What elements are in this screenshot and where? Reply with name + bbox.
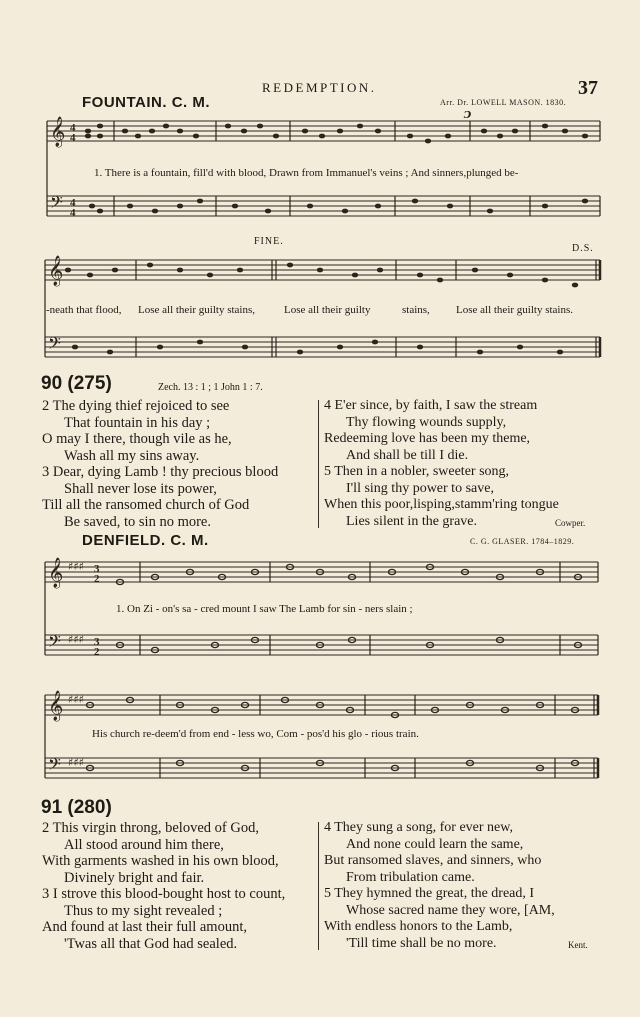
lyric-fountain-line2-c: Lose all their guilty [284,304,371,316]
verse-line: Redeeming love has been my theme, [324,431,531,446]
verse-line: Lies silent in the grave. [346,513,478,529]
hymn-number-91: 91 (280) [41,797,112,818]
verse-line: O may I there, though vile as he, [42,431,232,447]
svg-text:4: 4 [70,122,76,134]
fine-marking: FINE. [254,236,284,247]
hymn90-author: Cowper. [555,518,586,528]
column-divider [318,822,319,950]
svg-text:4: 4 [70,207,76,219]
svg-text:♯♯♯: ♯♯♯ [68,560,84,573]
svg-text:♯♯♯: ♯♯♯ [68,693,84,706]
tune-title-fountain: FOUNTAIN. C. M. [82,94,211,111]
page-number: 37 [578,77,598,99]
svg-text:3: 3 [94,563,100,575]
svg-text:𝄢: 𝄢 [50,192,63,216]
verse-line: Till all the ransomed church of God [42,497,250,513]
verse-line: But ransomed slaves, and sinners, who [324,853,542,868]
hymn91-verses-right [324,820,555,952]
svg-text:𝄞: 𝄞 [48,558,64,588]
verse-line: Whose sacred name they wore, [AM, [346,902,555,918]
svg-text:𝄞: 𝄞 [48,256,64,286]
verse-line: Be saved, to sin no more. [64,513,211,530]
svg-text:𝄢: 𝄢 [48,631,61,655]
verse-line: 3 I strove this blood-bought host to count, [42,886,286,902]
verse-line: Shall never lose its power, [64,480,217,497]
lyric-fountain-line2-d: stains, [402,304,430,316]
verse-line: With endless honors to the Lamb, [324,919,513,934]
verse-line: And shall be till I die. [346,447,469,463]
lyric-fountain-line2-a: -neath that flood, [46,304,122,316]
column-divider [318,400,319,528]
svg-text:𝄢: 𝄢 [48,754,61,778]
hymn91-author: Kent. [568,940,588,950]
lyric-fountain-line2-e: Lose all their guilty stains. [456,304,574,316]
svg-text:2: 2 [94,646,100,658]
verse-line: And none could learn the same, [346,836,524,852]
verse-line: 'Till time shall be no more. [346,935,497,951]
lyric-fountain-line1: 1. There is a fountain, fill'd with blood, Drawn from Immanuel's veins ; And sinners,plunged be- [94,167,519,179]
tune-composer-denfield: C. G. GLASER. 1784–1829. [470,537,575,546]
verse-line: From tribulation came. [346,869,475,885]
hymn90-verses-left [42,398,278,530]
verse-line: 4 E'er since, by faith, I saw the stream [324,398,538,413]
verse-line: 5 Then in a nobler, sweeter song, [324,464,510,479]
hymn91-verses-left [42,820,285,952]
svg-text:𝄞: 𝄞 [48,691,64,721]
music-system-fountain-1 [0,0,640,400]
svg-text:𝄢: 𝄢 [48,333,61,357]
lyric-fountain-line2-b: Lose all their guilty stains, [138,304,256,316]
verse-line: All stood around him there, [64,836,224,853]
verse-line: 3 Dear, dying Lamb ! thy precious blood [42,464,279,480]
ds-marking: D.S. [572,243,594,254]
hymn-reference-90: Zech. 13 : 1 ; 1 John 1 : 7. [158,382,263,393]
svg-text:♯♯♯: ♯♯♯ [68,633,84,646]
verse-line: 'Twas all that God had sealed. [64,935,238,952]
verse-line: I'll sing thy power to save, [346,480,494,496]
verse-line: 2 This virgin throng, beloved of God, [42,820,259,836]
svg-text:2: 2 [94,573,100,585]
tune-title-denfield: DENFIELD. C. M. [82,532,209,549]
lyric-denfield-line2: His church re-deem'd from end - less wo, Com - pos'd his glo - rious train. [92,728,419,740]
svg-text:𝄞: 𝄞 [50,117,66,147]
svg-text:♯♯♯: ♯♯♯ [68,756,84,769]
svg-text:4: 4 [70,132,76,144]
hymn90-verses-right [324,398,559,530]
verse-line: Wash all my sins away. [64,447,200,464]
verse-line: That fountain in his day ; [64,414,211,431]
section-title: REDEMPTION. [262,80,377,95]
verse-line: 4 They sung a song, for ever new, [324,820,513,835]
verse-line: And found at last their full amount, [42,919,247,935]
lyric-denfield-line1: 1. On Zi - on's sa - cred mount I saw The Lamb for sin - ners slain ; [116,603,413,615]
verse-line: Thus to my sight revealed ; [64,902,223,919]
svg-text:3: 3 [94,636,100,648]
segno-marking: ᴐ [464,106,471,122]
verse-line: When this poor,lisping,stamm'ring tongue [324,497,559,512]
verse-line: With garments washed in his own blood, [42,853,279,869]
verse-line: 2 The dying thief rejoiced to see [42,398,230,414]
verse-line: 5 They hymned the great, the dread, I [324,886,535,901]
verse-line: Thy flowing wounds supply, [346,414,507,430]
tune-composer-fountain: Arr. Dr. LOWELL MASON. 1830. [440,98,567,107]
hymn-number-90: 90 (275) [41,373,112,394]
svg-text:4: 4 [70,197,76,209]
verse-line: Divinely bright and fair. [64,869,205,886]
music-system-denfield [0,540,640,800]
